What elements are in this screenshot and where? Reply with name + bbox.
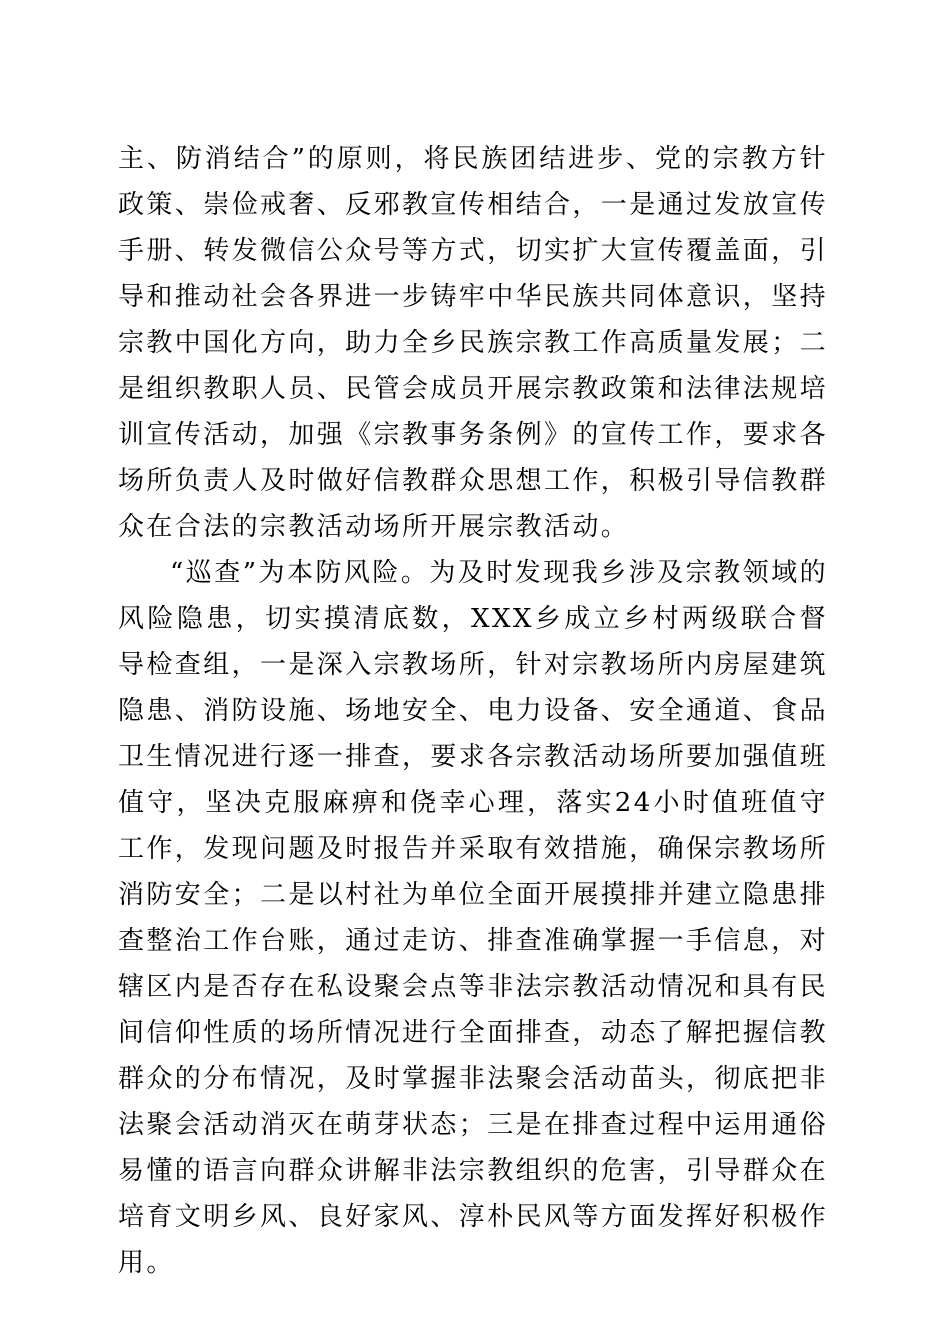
paragraph-continued: 主、防消结合”的原则，将民族团结进步、党的宗教方针政策、崇俭戒奢、反邪教宣传相结合，一是通过发放宣传手册、转发微信公众号等方式，切实扩大宣传覆盖面，引导和推动社会各界进一步铸牢中华民族共同体意识，坚持宗教中国化方向，助力全乡民族宗教工作高质量发展；二是组织教职人员、民管会成员开展宗教政策和法律法规培训宣传活动，加强《宗教事务条例》的宣传工作，要求各场所负责人及时做好信教群众思想工作，积极引导信教群众在合法的宗教活动场所开展宗教活动。: [118, 144, 829, 542]
paragraph-inspection: “巡查”为本防风险。为及时发现我乡涉及宗教领域的风险隐患，切实摸清底数，XXX乡成立乡村两级联合督导检查组，一是深入宗教场所，针对宗教场所内房屋建筑隐患、消防设施、场地安全、电力设备、安全通道、食品卫生情况进行逐一排查，要求各宗教活动场所要加强值班值守，坚决克服麻痹和侥幸心理，落实24小时值班值守工作，发现问题及时报告并采取有效措施，确保宗教场所消防安全；二是以村社为单位全面开展摸排并建立隐患排查整治工作台账，通过走访、排查准确掌握一手信息，对辖区内是否存在私设聚会点等非法宗教活动情况和具有民间信仰性质的场所情况进行全面排查，动态了解把握信教群众的分布情况，及时掌握非法聚会活动苗头，彻底把非法聚会活动消灭在萌芽状态；三是在排查过程中运用通俗易懂的语言向群众讲解非法宗教组织的危害，引导群众在培育文明乡风、良好家风、淳朴民风等方面发挥好积极作用。: [118, 558, 829, 1278]
document-body: [118, 136, 828, 1286]
